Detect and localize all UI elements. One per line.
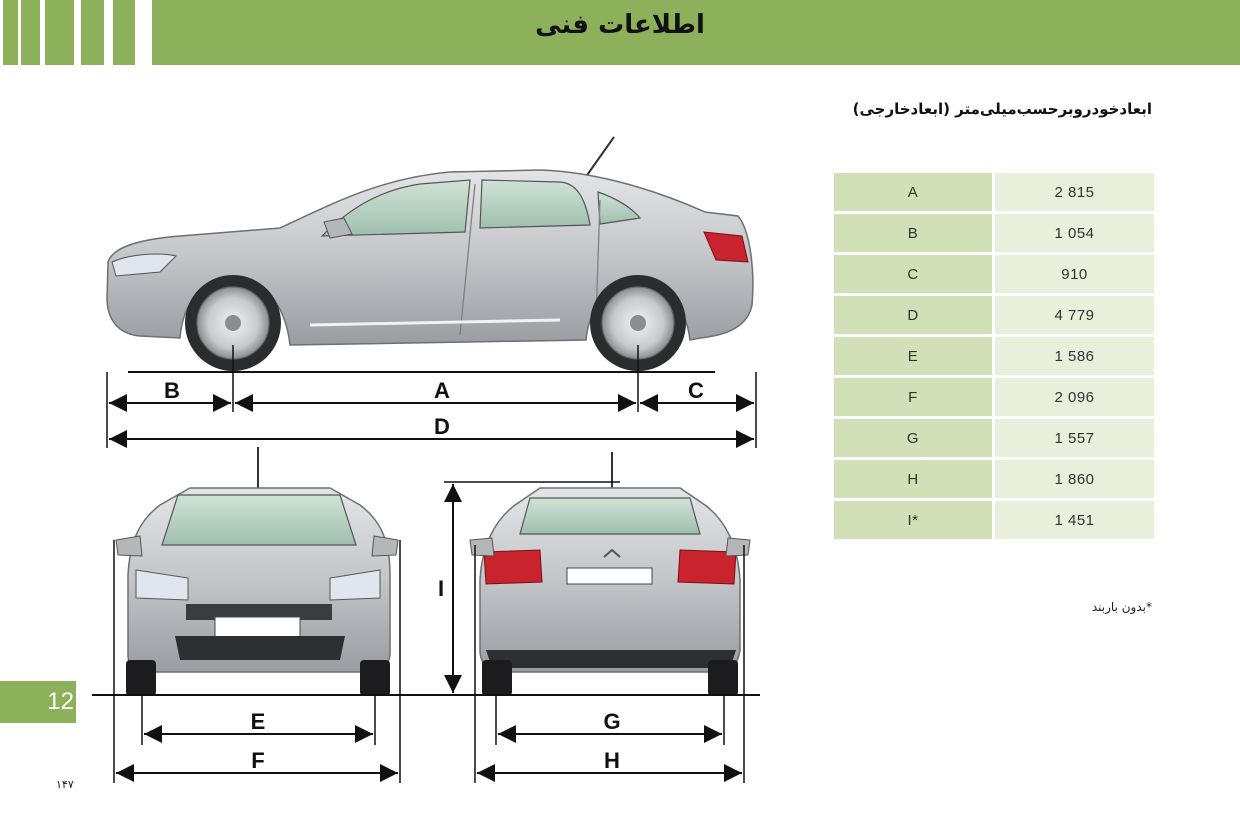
dimension-key: E bbox=[834, 337, 992, 375]
footnote: *بدون باربند bbox=[1091, 600, 1152, 614]
car-side-view bbox=[107, 137, 753, 371]
table-row bbox=[834, 419, 1154, 457]
chapter-number-tab: 12 bbox=[0, 681, 76, 723]
dimension-key: G bbox=[834, 419, 992, 457]
dimension-key: A bbox=[834, 173, 992, 211]
dimension-value: 1 557 bbox=[995, 419, 1154, 457]
dim-label-h: H bbox=[604, 748, 620, 773]
table-row bbox=[834, 460, 1154, 498]
car-rear-view bbox=[470, 452, 750, 696]
dim-label-b: B bbox=[164, 378, 180, 403]
car-front-view bbox=[116, 447, 398, 696]
dimension-key: F bbox=[834, 378, 992, 416]
dimensions-table bbox=[831, 170, 1157, 542]
dimension-key: H bbox=[834, 460, 992, 498]
dimension-value: 1 054 bbox=[995, 214, 1154, 252]
page-number: ۱۴۷ bbox=[56, 778, 74, 791]
table-row bbox=[834, 173, 1154, 211]
dim-label-i: I bbox=[437, 576, 445, 601]
dimension-value: 1 586 bbox=[995, 337, 1154, 375]
dim-label-c: C bbox=[688, 378, 704, 403]
dimension-key: B bbox=[834, 214, 992, 252]
dimension-key: C bbox=[834, 255, 992, 293]
section-subtitle: ابعادخودروبرحسب‌میلی‌متر (ابعادخارجی) bbox=[852, 100, 1152, 118]
dimension-value: 4 779 bbox=[995, 296, 1154, 334]
dimension-value: 1 451 bbox=[995, 501, 1154, 539]
table-row bbox=[834, 255, 1154, 293]
table-row bbox=[834, 296, 1154, 334]
table-row bbox=[834, 337, 1154, 375]
page-title: اطلاعات فنی bbox=[535, 10, 705, 40]
table-row bbox=[834, 214, 1154, 252]
table-row bbox=[834, 378, 1154, 416]
dimension-key: I* bbox=[834, 501, 992, 539]
dimension-value: 2 096 bbox=[995, 378, 1154, 416]
dim-label-d: D bbox=[434, 414, 450, 439]
dim-label-g: G bbox=[603, 709, 621, 734]
dim-label-a: A bbox=[434, 378, 450, 403]
dim-label-e: E bbox=[250, 709, 266, 734]
dimension-value: 2 815 bbox=[995, 173, 1154, 211]
dimension-value: 1 860 bbox=[995, 460, 1154, 498]
dimension-key: D bbox=[834, 296, 992, 334]
dimension-value: 910 bbox=[995, 255, 1154, 293]
table-row bbox=[834, 501, 1154, 539]
dim-label-f: F bbox=[251, 748, 265, 773]
